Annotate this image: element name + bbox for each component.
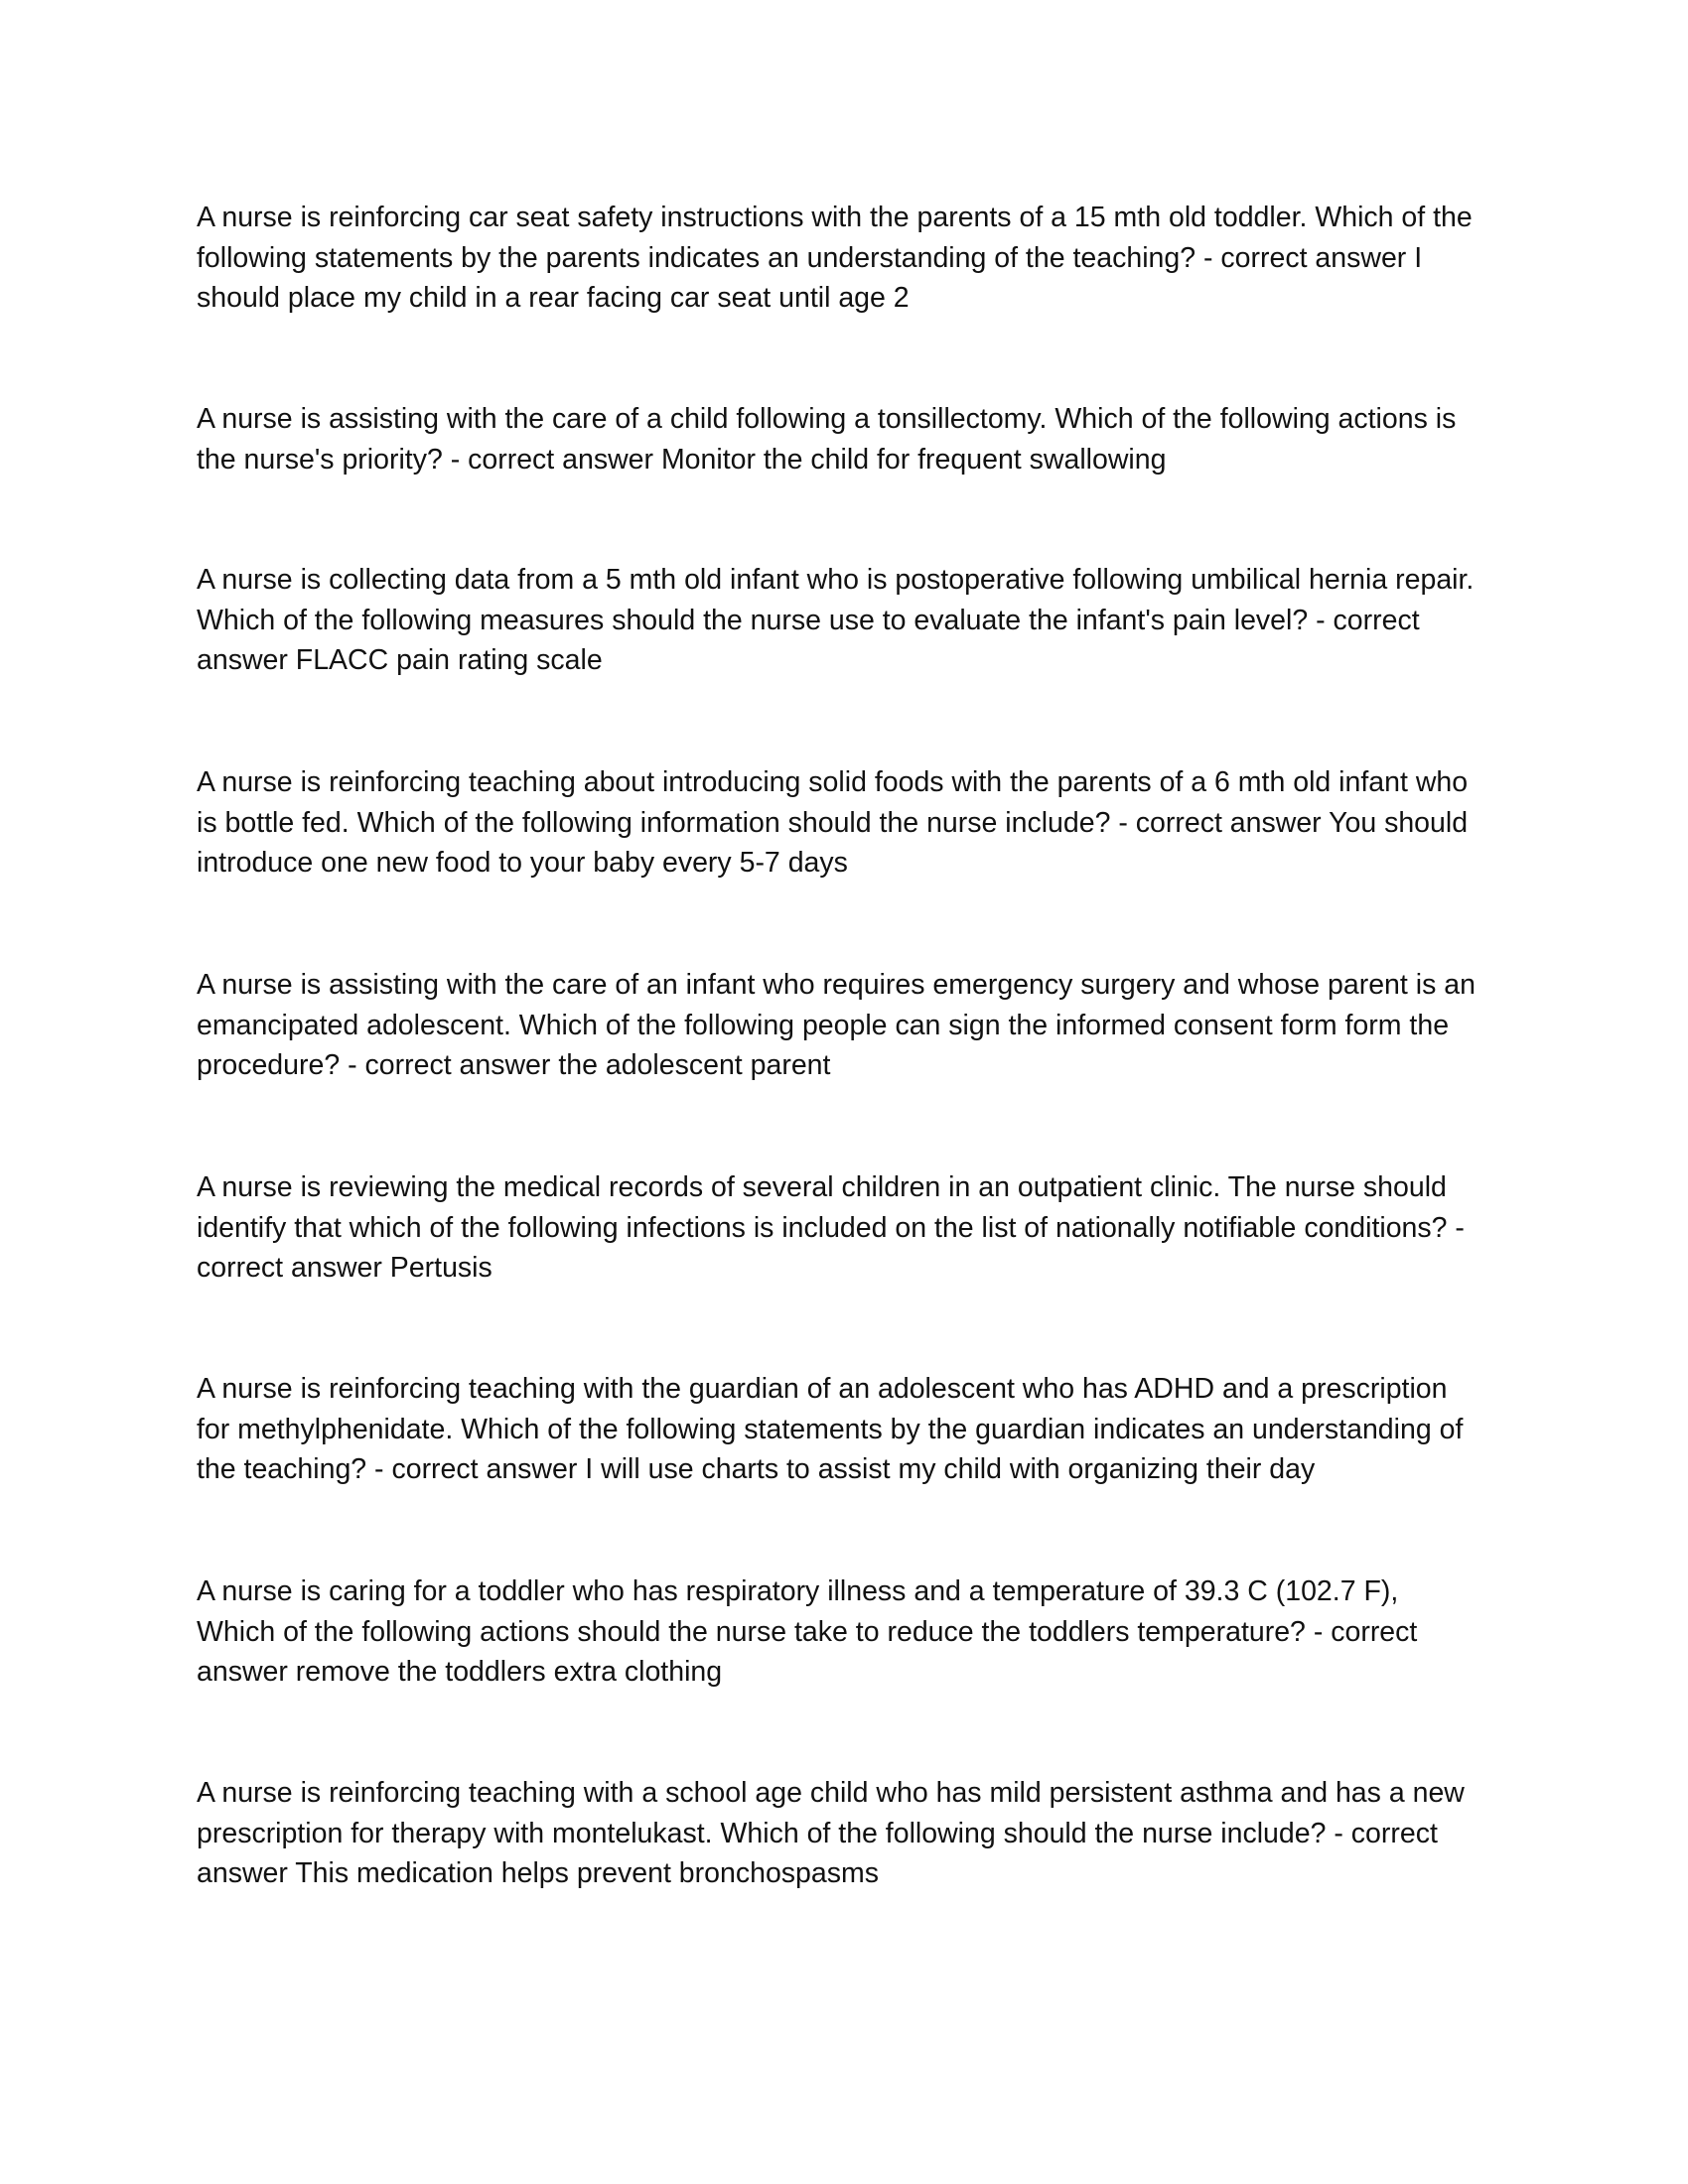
question-answer-paragraph: A nurse is assisting with the care of a child following a tonsillectomy. Which of the following actions is the nurse's priority? - correct answer Monitor the child for frequent swallowing [197,403,1457,476]
question-answer-paragraph: A nurse is assisting with the care of an infant who requires emergency surgery and whose parent is an emancipated adolescent. Which of the following people can sign the informed consent form form the procedure? - correct answer the adolescent parent [197,969,1476,1081]
question-answer-paragraph: A nurse is reinforcing teaching with the guardian of an adolescent who has ADHD and a prescription for methylphenidate. Which of the following statements by the guardian indicates an understanding of the teaching? - correct answer I will use charts to assist my child with organizing their day [197,1373,1464,1485]
question-answer-paragraph: A nurse is caring for a toddler who has respiratory illness and a temperature of 39.3 C (102.7 F), Which of the following actions should the nurse take to reduce the toddlers temperature? - correct answer remove the toddlers extra clothing [197,1575,1418,1688]
question-answer-paragraph: A nurse is reinforcing teaching about introducing solid foods with the parents of a 6 mth old infant who is bottle fed. Which of the following information should the nurse include? - correct answer You should introduce one new food to your baby every 5-7 days [197,766,1469,879]
question-answer-paragraph: A nurse is collecting data from a 5 mth old infant who is postoperative following umbilical hernia repair. Which of the following measures should the nurse use to evaluate the infant's pain level? - correct answer FLACC pain rating scale [197,564,1475,676]
question-answer-paragraph: A nurse is reviewing the medical records of several children in an outpatient clinic. The nurse should identify that which of the following infections is included on the list of nationally notifiable conditions? - correct answer Pertusis [197,1171,1465,1284]
question-answer-paragraph: A nurse is reinforcing car seat safety instructions with the parents of a 15 mth old toddler. Which of the following statements by the parents indicates an understanding of the teaching? - correct answer I should place my child in a rear facing car seat until age 2 [197,202,1473,314]
question-answer-paragraph: A nurse is reinforcing teaching with a school age child who has mild persistent asthma and has a new prescription for therapy with montelukast. Which of the following should the nurse include? - correct answer This medication helps prevent bronchospasms [197,1777,1465,1889]
